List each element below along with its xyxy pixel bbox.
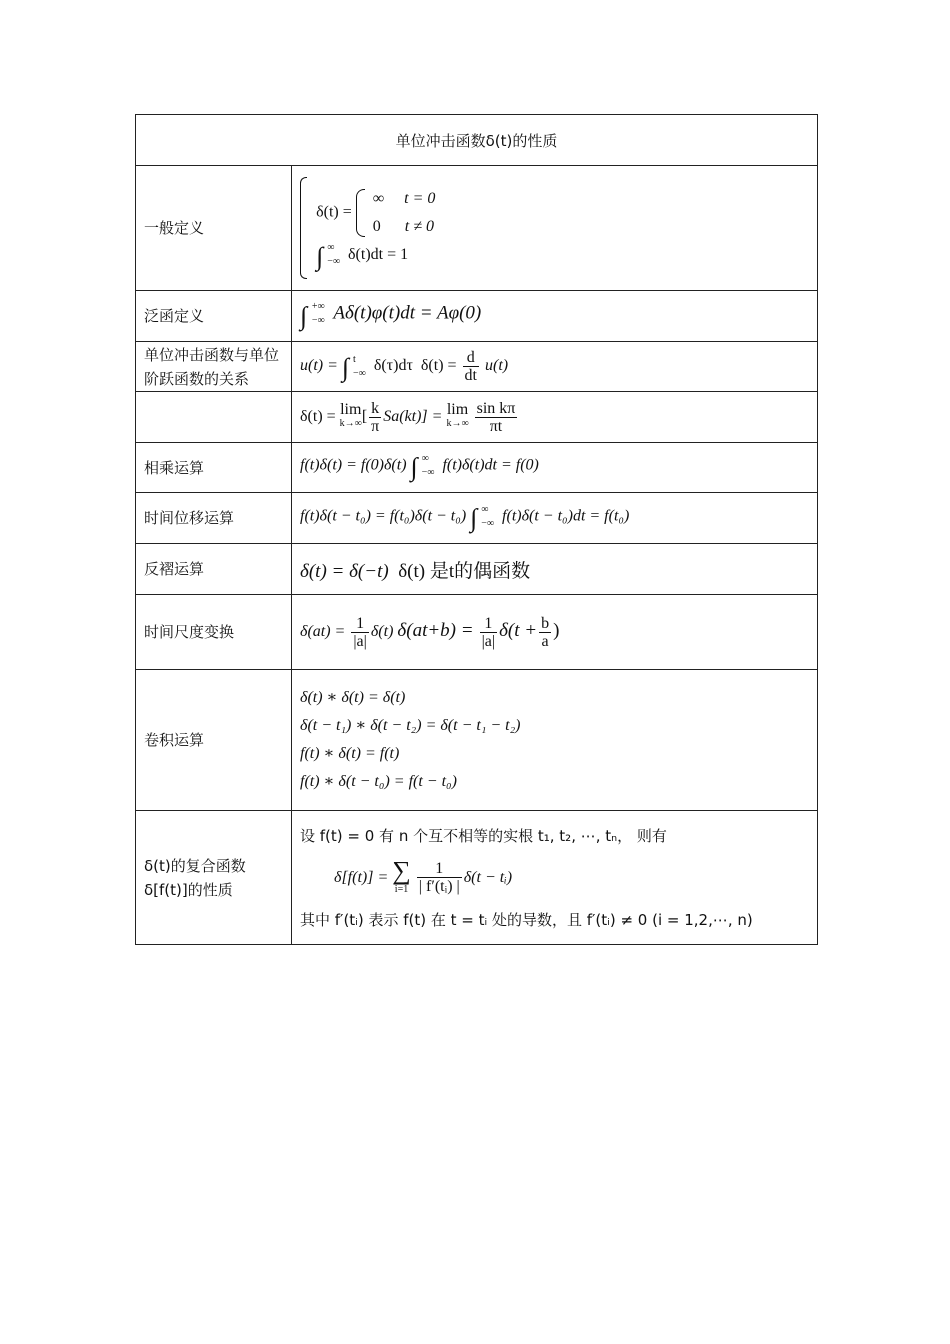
label-convolution: 卷积运算 — [136, 670, 292, 811]
properties-table — [135, 114, 818, 945]
row-step-relation — [136, 342, 818, 392]
left-brace-icon — [300, 177, 307, 279]
label-time-shift: 时间位移运算 — [136, 493, 292, 544]
row-convolution — [136, 670, 818, 811]
formula-general-definition: δ(t) = ∞ t = 0 0 t ≠ 0 ∫ ∞ −∞ δ(t)dt = 1 — [292, 166, 818, 291]
integral-sign-icon: ∫ — [316, 242, 324, 271]
integral-sign-icon: ∫ — [300, 301, 308, 331]
formula-limit-definition: δ(t) = lim k→∞ [ $\frac{k}{\pi}$ Sa(kt)] = lim k→∞ $\frac{\text{sin kπ}}{\pi t}$ — [292, 392, 818, 443]
label-general-definition: 一般定义 — [136, 166, 292, 291]
label-composite-function: δ(t)的复合函数 δ[f(t)]的性质 — [136, 811, 292, 945]
formula-time-scaling: δ(at) = $\frac{1}{|a|}$ δ(t) δ(at+b) = $\frac{1}{|a|}$ δ(t + $\frac{b}{a}$ ) — [292, 595, 818, 670]
label-limit-definition — [136, 392, 292, 443]
integral-sign-icon: ∫ — [410, 452, 418, 482]
row-generalized-definition — [136, 291, 818, 342]
row-reflection — [136, 544, 818, 595]
integral-sign-icon: ∫ — [341, 353, 350, 383]
row-general-definition — [136, 166, 818, 291]
title-row — [136, 115, 818, 166]
row-multiplication — [136, 443, 818, 493]
label-multiplication: 相乘运算 — [136, 443, 292, 493]
formula-convolution: δ(t) ∗ δ(t) = δ(t) δ(t − t₁) ∗ δ(t − t₂) = δ(t − t₁ − t₂) f(t) ∗ δ(t) = f(t) f(t) ∗ δ(t − t₀) = f(t − t₀) — [292, 670, 818, 811]
formula-reflection: δ(t) = δ(−t) δ(t) 是t的偶函数 — [292, 544, 818, 595]
row-composite-function — [136, 811, 818, 945]
label-time-scaling: 时间尺度变换 — [136, 595, 292, 670]
row-time-shift — [136, 493, 818, 544]
label-reflection: 反褶运算 — [136, 544, 292, 595]
formula-time-shift: f(t)δ(t − t₀) = f(t₀)δ(t − t₀) ∫ ∞ −∞ f(t)δ(t − t₀)dt = f(t₀) — [292, 493, 818, 544]
integral-sign-icon: ∫ — [470, 503, 478, 533]
label-generalized-definition: 泛函定义 — [136, 291, 292, 342]
row-time-scaling — [136, 595, 818, 670]
formula-multiplication: f(t)δ(t) = f(0)δ(t) ∫ ∞ −∞ f(t)δ(t)dt = f(0) — [292, 443, 818, 493]
table-title: 单位冲击函数δ(t)的性质 — [136, 115, 818, 166]
case-brace-icon — [356, 189, 365, 237]
label-step-relation: 单位冲击函数与单位阶跃函数的关系 — [136, 342, 292, 392]
formula-generalized-definition: ∫ +∞ −∞ Aδ(t)φ(t)dt = Aφ(0) — [292, 291, 818, 342]
formula-step-relation: u(t) = ∫ t −∞ δ(τ)dτ δ(t) = $\frac{d}{dt}$ u(t) — [292, 342, 818, 392]
derivative-fraction: $\frac{d}{dt}$ — [464, 349, 477, 384]
row-limit-definition — [136, 392, 818, 443]
formula-composite-function: 设 f(t) = 0 有 n 个互不相等的实根 t₁, t₂, ⋯, tₙ， 则有 δ[f(t)] = ∑ i=1 $\frac{1}{\text{| f′(tᵢ) |}}$ δ(t − tᵢ) 其中 f′(tᵢ) 表示 f(t) 在 t = tᵢ 处的导数，且 f′(tᵢ) ≠ 0 (i = 1,2,⋯, n) — [292, 811, 818, 945]
